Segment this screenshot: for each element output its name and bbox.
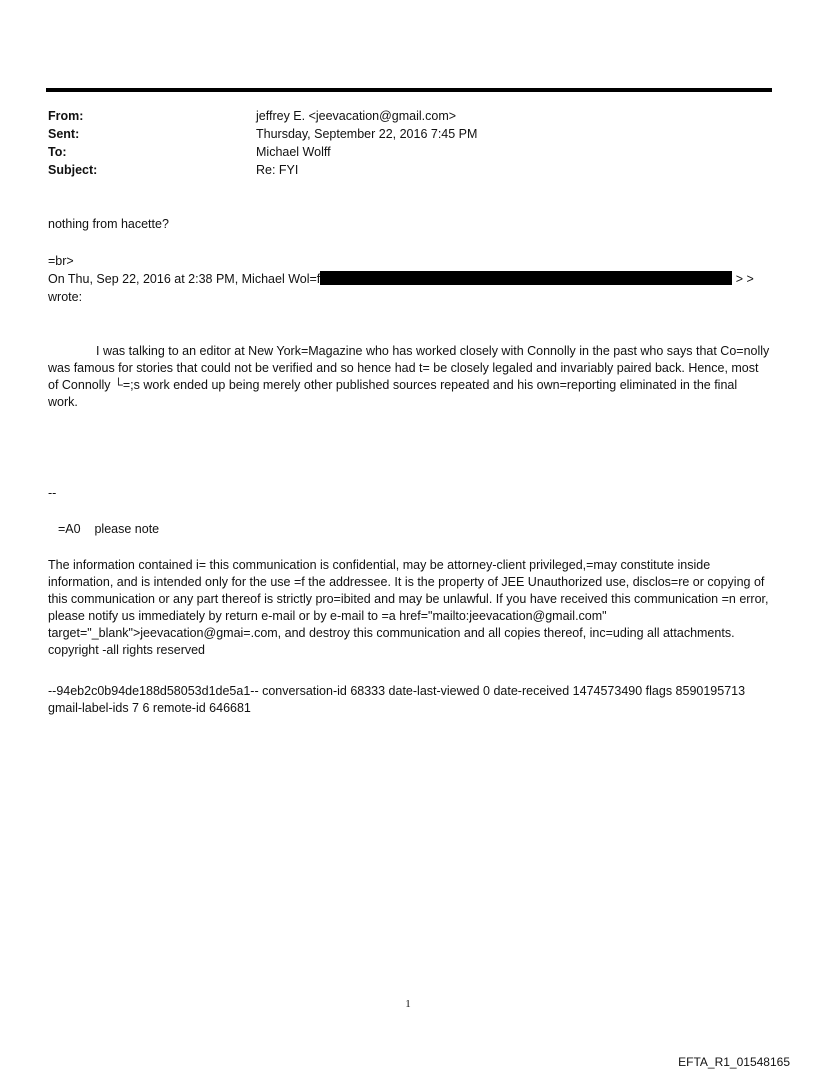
header-rule bbox=[46, 88, 772, 92]
from-row bbox=[48, 108, 768, 126]
quote-intro-text: On Thu, Sep 22, 2016 at 2:38 PM, Michael Wol=f bbox=[48, 272, 321, 286]
subject-row bbox=[48, 162, 768, 180]
quote-intro-wrote: wrote: bbox=[48, 290, 83, 304]
document-id: EFTA_R1_01548165 bbox=[678, 1055, 790, 1069]
quoted-paragraph: I was talking to an editor at New York=Magazine who has worked closely with Connolly in the past who says that Co=nolly was famous for stories that could not be verified and so hence had t= be closely legaled and invariably paired back. Hence, most of Connolly └=;s work ended up being merely other published sources repeated and his own=reporting eliminated in the final work. bbox=[48, 344, 770, 409]
from-value: jeffrey E. <jeevacation@gmail.com> bbox=[256, 109, 457, 123]
signature-separator: -- bbox=[48, 486, 57, 500]
quote-intro-end: > > bbox=[735, 272, 754, 286]
email-header bbox=[48, 108, 768, 180]
sent-row bbox=[48, 126, 768, 144]
br-line: =br> bbox=[48, 254, 74, 268]
please-note: =A0 please note bbox=[58, 522, 160, 536]
message-metadata: --94eb2c0b94de188d58053d1de5a1-- conversation-id 68333 date-last-viewed 0 date-received 1474573490 flags 8590195713 gmail-label-ids 7 6 remote-id 646681 bbox=[48, 684, 746, 715]
to-label: To: bbox=[48, 145, 67, 159]
to-row bbox=[48, 144, 768, 162]
disclaimer-paragraph: The information contained i= this communication is confidential, may be attorney-client privileged,=may constitute inside information, and is intended only for the use =f the addressee. It is the property of JEE Unauthorized use, disclos=re or copying of this communication or any part thereof is strictly pro=ibited and may be unlawful. If you have received this communication =n error, please notify us immediately by return e-mail or by e-mail to =a href="mailto:jeevacation@gmail.com" target="_blank">jeevacation@gmai=.com, and destroy this communication and all copies thereof, inc=uding all attachments. copyright -all rights reserved bbox=[48, 558, 769, 657]
page-number: 1 bbox=[405, 998, 411, 1010]
redaction-bar bbox=[320, 271, 732, 285]
quote-intro bbox=[48, 271, 770, 288]
subject-value: Re: FYI bbox=[256, 163, 299, 177]
to-value: Michael Wolff bbox=[256, 145, 331, 159]
subject-label: Subject: bbox=[48, 163, 98, 177]
from-label: From: bbox=[48, 109, 84, 123]
reply-line: nothing from hacette? bbox=[48, 217, 169, 231]
sent-label: Sent: bbox=[48, 127, 80, 141]
sent-value: Thursday, September 22, 2016 7:45 PM bbox=[256, 127, 478, 141]
